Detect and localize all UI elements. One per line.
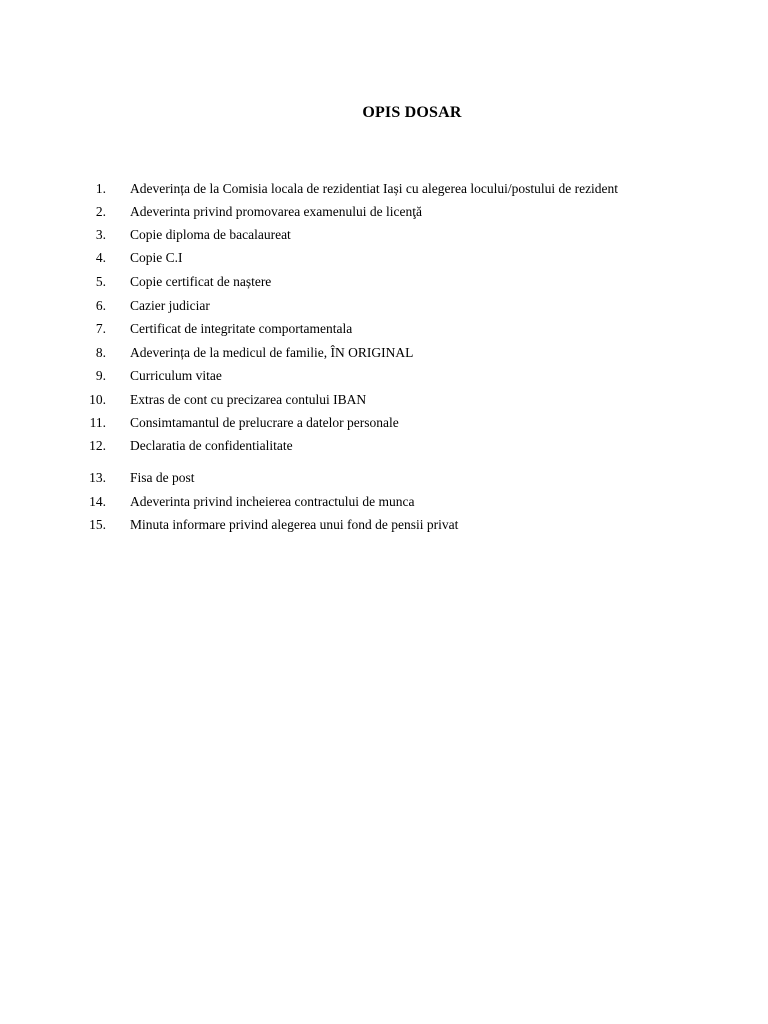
item-number: 15. <box>89 517 106 532</box>
item-text: Extras de cont cu precizarea contului IBAN <box>130 392 367 407</box>
list-item <box>0 273 768 291</box>
list-item <box>0 414 768 432</box>
list-item <box>0 297 768 315</box>
list-item <box>0 367 768 385</box>
item-number: 6. <box>95 298 106 313</box>
document-title: OPIS DOSAR <box>362 104 462 121</box>
item-text: Adeverinta privind promovarea examenului de licenţă <box>130 204 423 219</box>
item-text: Cazier judiciar <box>130 298 210 313</box>
item-text: Fisa de post <box>130 470 195 485</box>
item-text: Minuta informare privind alegerea unui fond de pensii privat <box>130 517 459 532</box>
item-number: 2. <box>95 204 106 219</box>
list-item <box>0 180 768 198</box>
item-number: 11. <box>89 415 106 430</box>
item-text: Certificat de integritate comportamentala <box>130 321 353 336</box>
list-item <box>0 516 768 534</box>
list-item <box>0 391 768 409</box>
item-number: 12. <box>89 438 106 453</box>
item-number: 4. <box>95 250 106 265</box>
item-number: 14. <box>89 494 106 509</box>
item-number: 9. <box>95 368 106 383</box>
item-text: Copie certificat de naștere <box>130 274 272 289</box>
item-text: Adeverința de la Comisia locala de rezidentiat Iași cu alegerea locului/postului de rezident <box>130 181 619 196</box>
item-text: Adeverința de la medicul de familie, ÎN ORIGINAL <box>130 345 414 360</box>
list-item <box>0 320 768 338</box>
list-item <box>0 226 768 244</box>
item-text: Declaratia de confidentialitate <box>130 438 293 453</box>
list-item <box>0 493 768 511</box>
item-number: 3. <box>95 227 106 242</box>
item-text: Adeverinta privind incheierea contractului de munca <box>130 494 415 509</box>
item-number: 10. <box>89 392 106 407</box>
item-number: 13. <box>89 470 106 485</box>
item-text: Copie C.I <box>130 250 183 265</box>
item-number: 5. <box>95 274 106 289</box>
item-text: Copie diploma de bacalaureat <box>130 227 291 242</box>
list-item <box>0 203 768 221</box>
list-item <box>0 437 768 455</box>
item-number: 8. <box>95 345 106 360</box>
list-item <box>0 469 768 487</box>
item-text: Curriculum vitae <box>130 368 222 383</box>
item-number: 7. <box>95 321 106 336</box>
item-number: 1. <box>95 181 106 196</box>
list-item <box>0 249 768 267</box>
item-text: Consimtamantul de prelucrare a datelor personale <box>130 415 399 430</box>
list-item <box>0 344 768 362</box>
